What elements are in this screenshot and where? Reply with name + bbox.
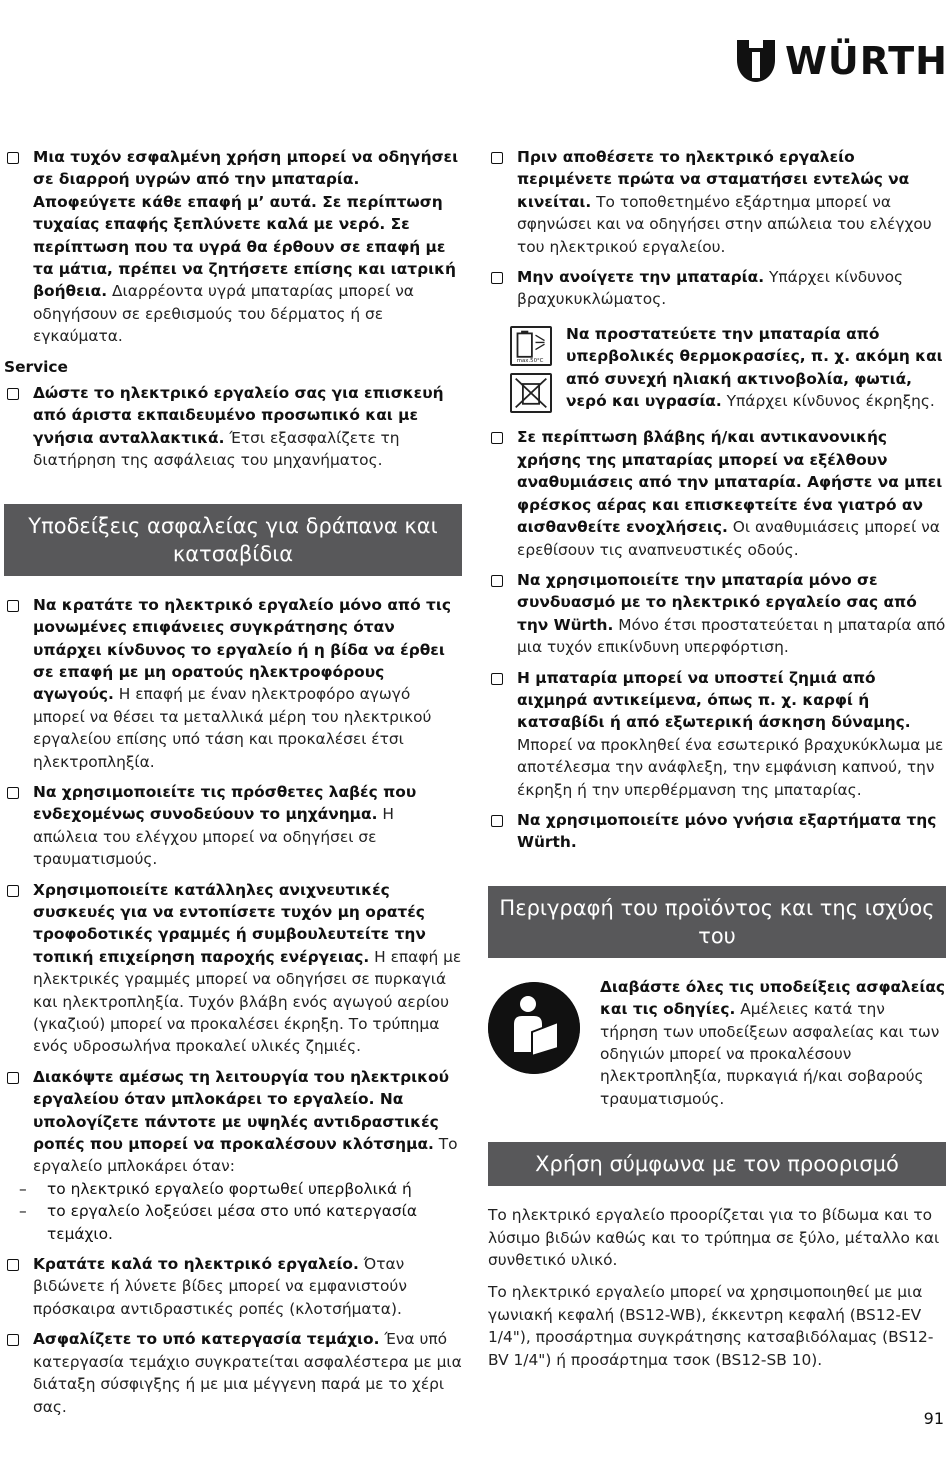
checkbox-bullet-icon	[491, 673, 503, 685]
checkbox-bullet-icon	[7, 152, 19, 164]
list-item: Να χρησιμοποιείτε την μπαταρία μόνο σε συνδυασμό με το ηλεκτρικό εργαλείο σας από την Würth. Μόνο έτσι προστατεύεται η μπαταρία από μια τυχόν επικίνδυνη υπερφόρτιση.	[488, 569, 946, 659]
checkbox-bullet-icon	[491, 272, 503, 284]
list-item: Ασφαλίζετε το υπό κατεργασία τεμάχιο. Ένα υπό κατεργασία τεμάχιο συγκρατείται ασφαλέστερα με μια διάταξη σύσφιγξης ή με μια μέγγενη παρά με το χέρι σας.	[4, 1328, 462, 1418]
temperature-label: max.50°C	[516, 358, 544, 365]
wurth-logo-text: WÜRTH	[784, 39, 948, 83]
checkbox-bullet-icon	[7, 388, 19, 400]
section-banner-product: Περιγραφή του προϊόντος και της ισχύος του	[488, 886, 946, 958]
checkbox-bullet-icon	[491, 815, 503, 827]
section-banner-intended-use: Χρήση σύμφωνα με τον προορισμό	[488, 1142, 946, 1186]
dash-list	[33, 1178, 462, 1245]
checkbox-bullet-icon	[7, 1259, 19, 1271]
no-water-battery-icon	[510, 373, 552, 413]
list-item: Δώστε το ηλεκτρικό εργαλείο σας για επισκευή από άριστα εκπαιδευμένο προσωπικό και με γνήσια ανταλλακτικά. Έτσι εξασφαλίζετε τη διατήρηση της ασφάλειας του μηχανήματος.	[4, 382, 462, 472]
list-item: Να χρησιμοποιείτε μόνο γνήσια εξαρτήματα της Würth.	[488, 809, 946, 854]
battery-warning-block: max.50°C Να προστατεύετε την μπαταρία από υπερβολικές θερμοκρασίες, π. χ. ακόμη και από συνεχή ηλιακή ακτινοβολία, φωτιά, νερό και υγρασία. Υπάρχει κίνδυνος έκρηξης.	[488, 323, 946, 413]
intended-use-paragraph: Το ηλεκτρικό εργαλείο προορίζεται για το βίδωμα και το λύσιμο βιδών καθώς και το τρύπημα σε ξύλο, μέταλλο και συνθετικό υλικό.	[488, 1206, 940, 1270]
checkbox-bullet-icon	[7, 600, 19, 612]
left-column	[4, 146, 462, 1426]
dash-item: – το εργαλείο λοξεύσει μέσα στο υπό κατεργασία τεμάχιο.	[33, 1200, 462, 1245]
list-item: Μην ανοίγετε την μπαταρία. Υπάρχει κίνδυνος βραχυκυκλώματος.	[488, 266, 946, 311]
accessories-paragraph: Το ηλεκτρικό εργαλείο μπορεί να χρησιμοποιηθεί με μια γωνιακή κεφαλή (BS12-WB), έκκεντρη κεφαλή (BS12-EV 1/4"), προσάρτημα συγκράτησης κατσαβιδόλαμας (BS12-BV 1/4") ή προσάρτημα τσοκ (BS12-SB 10).	[488, 1283, 934, 1369]
checkbox-bullet-icon	[491, 432, 503, 444]
checkbox-bullet-icon	[491, 152, 503, 164]
wurth-logo-mark-icon	[735, 38, 777, 84]
list-item: Να κρατάτε το ηλεκτρικό εργαλείο μόνο από τις μονωμένες επιφάνειες συγκράτησης όταν υπάρχει κίνδυνος το εργαλείο ή η βίδα να έρθει σε επαφή με μη ορατούς ηλεκτροφόρους αγωγούς. Η επαφή με έναν ηλεκτροφόρο αγωγό μπορεί να θέσει τα μεταλλικά μέρη του ηλεκτρικού εργαλείου επίσης υπό τάση και προκαλέσει έτσι ηλεκτροπληξία.	[4, 594, 462, 773]
checkbox-bullet-icon	[7, 1072, 19, 1084]
read-instructions-block: Διαβάστε όλες τις υποδείξεις ασφαλείας και τις οδηγίες. Αμέλειες κατά την τήρηση των υποδείξεων ασφαλείας και των οδηγιών μπορεί να προκαλέσουν ηλεκτροπληξία, πυρκαγιά ή/και σοβαρούς τραυματισμούς.	[488, 976, 946, 1110]
checkbox-bullet-icon	[7, 787, 19, 799]
read-manual-icon	[488, 982, 580, 1074]
checkbox-bullet-icon	[7, 885, 19, 897]
list-item: Χρησιμοποιείτε κατάλληλες ανιχνευτικές συσκευές για να εντοπίσετε τυχόν μη ορατές τροφοδοτικές γραμμές ή συμβουλευτείτε την τοπική επιχείρηση παροχής ενέργειας. Η επαφή με ηλεκτρικές γραμμές μπορεί να οδηγήσει σε πυρκαγιά και ηλεκτροπληξία. Τυχόν βλάβη ενός αγωγού αερίου (γκαζιού) μπορεί να προκαλέσει έκρηξη. Το τρύπημα ενός υδροσωλήνα προκαλεί υλικές ζημιές.	[4, 879, 462, 1058]
list-item: Πριν αποθέσετε το ηλεκτρικό εργαλείο περιμένετε πρώτα να σταματήσει εντελώς να κινείται. Το τοποθετημένο εξάρτημα μπορεί να σφηνώσει και να οδηγήσει στην απώλεια του ελέγχου του ηλεκτρικού εργαλείου.	[488, 146, 946, 258]
right-column	[488, 146, 946, 1381]
wurth-logo	[735, 38, 948, 84]
dash-item: – το ηλεκτρικό εργαλείο φορτωθεί υπερβολικά ή	[33, 1178, 462, 1200]
checkbox-bullet-icon	[491, 575, 503, 587]
list-item: Διακόψτε αμέσως τη λειτουργία του ηλεκτρικού εργαλείου όταν μπλοκάρει το εργαλείο. Να υπολογίζετε πάντοτε με υψηλές αντιδραστικές ροπές που μπορεί να προκαλέσουν κλότσημα. Το εργαλείο μπλοκάρει όταν: – το ηλεκτρικό εργαλείο φορτωθεί υπερβολικά ή – το εργαλείο λοξεύσει μέσα στο υπό κατεργασία τεμάχιο.	[4, 1066, 462, 1245]
list-item: Κρατάτε καλά το ηλεκτρικό εργαλείο. Όταν βιδώνετε ή λύνετε βίδες μπορεί να εμφανιστούν πρόσκαιρα αντιδραστικές ροπές (κλοτσήματα).	[4, 1253, 462, 1320]
section-banner-drills: Υποδείξεις ασφαλείας για δράπανα και κατσαβίδια	[4, 504, 462, 576]
page-number: 91	[923, 1409, 944, 1428]
list-item: Μια τυχόν εσφαλμένη χρήση μπορεί να οδηγήσει σε διαρροή υγρών από την μπαταρία. Αποφεύγετε κάθε επαφή μ’ αυτά. Σε περίπτωση τυχαίας επαφής ξεπλύνετε καλά με νερό. Σε περίπτωση που τα υγρά θα έρθουν σε επαφή με τα μάτια, πρέπει να ζητήσετε επίσης και ιατρική βοήθεια. Διαρρέοντα υγρά μπαταρίας μπορεί να οδηγήσουν σε ερεθισμούς του δέρματος ή σε εγκαύματα.	[4, 146, 462, 348]
checkbox-bullet-icon	[7, 1334, 19, 1346]
list-item: Να χρησιμοποιείτε τις πρόσθετες λαβές που ενδεχομένως συνοδεύουν το μηχάνημα. Η απώλεια του ελέγχου μπορεί να οδηγήσει σε τραυματισμούς.	[4, 781, 462, 871]
list-item: Η μπαταρία μπορεί να υποστεί ζημιά από αιχμηρά αντικείμενα, όπως π. χ. καρφί ή κατσαβίδι ή από εξωτερική άσκηση δύναμης. Μπορεί να προκληθεί ένα εσωτερικό βραχυκύκλωμα με αποτέλεσμα την ανάφλεξη, την εμφάνιση καπνού, την έκρηξη ή την υπερθέρμανση της μπαταρίας.	[488, 667, 946, 801]
battery-temperature-icon	[510, 326, 552, 366]
service-heading: Service	[4, 357, 68, 376]
list-item: Σε περίπτωση βλάβης ή/και αντικανονικής χρήσης της μπαταρίας μπορεί να εξέλθουν αναθυμιάσεις από την μπαταρία. Αφήστε να μπει φρέσκος αέρας και επισκεφτείτε ένα γιατρό αν αισθανθείτε ενοχλήσεις. Οι αναθυμιάσεις μπορεί να ερεθίσουν τις αναπνευστικές οδούς.	[488, 426, 946, 560]
